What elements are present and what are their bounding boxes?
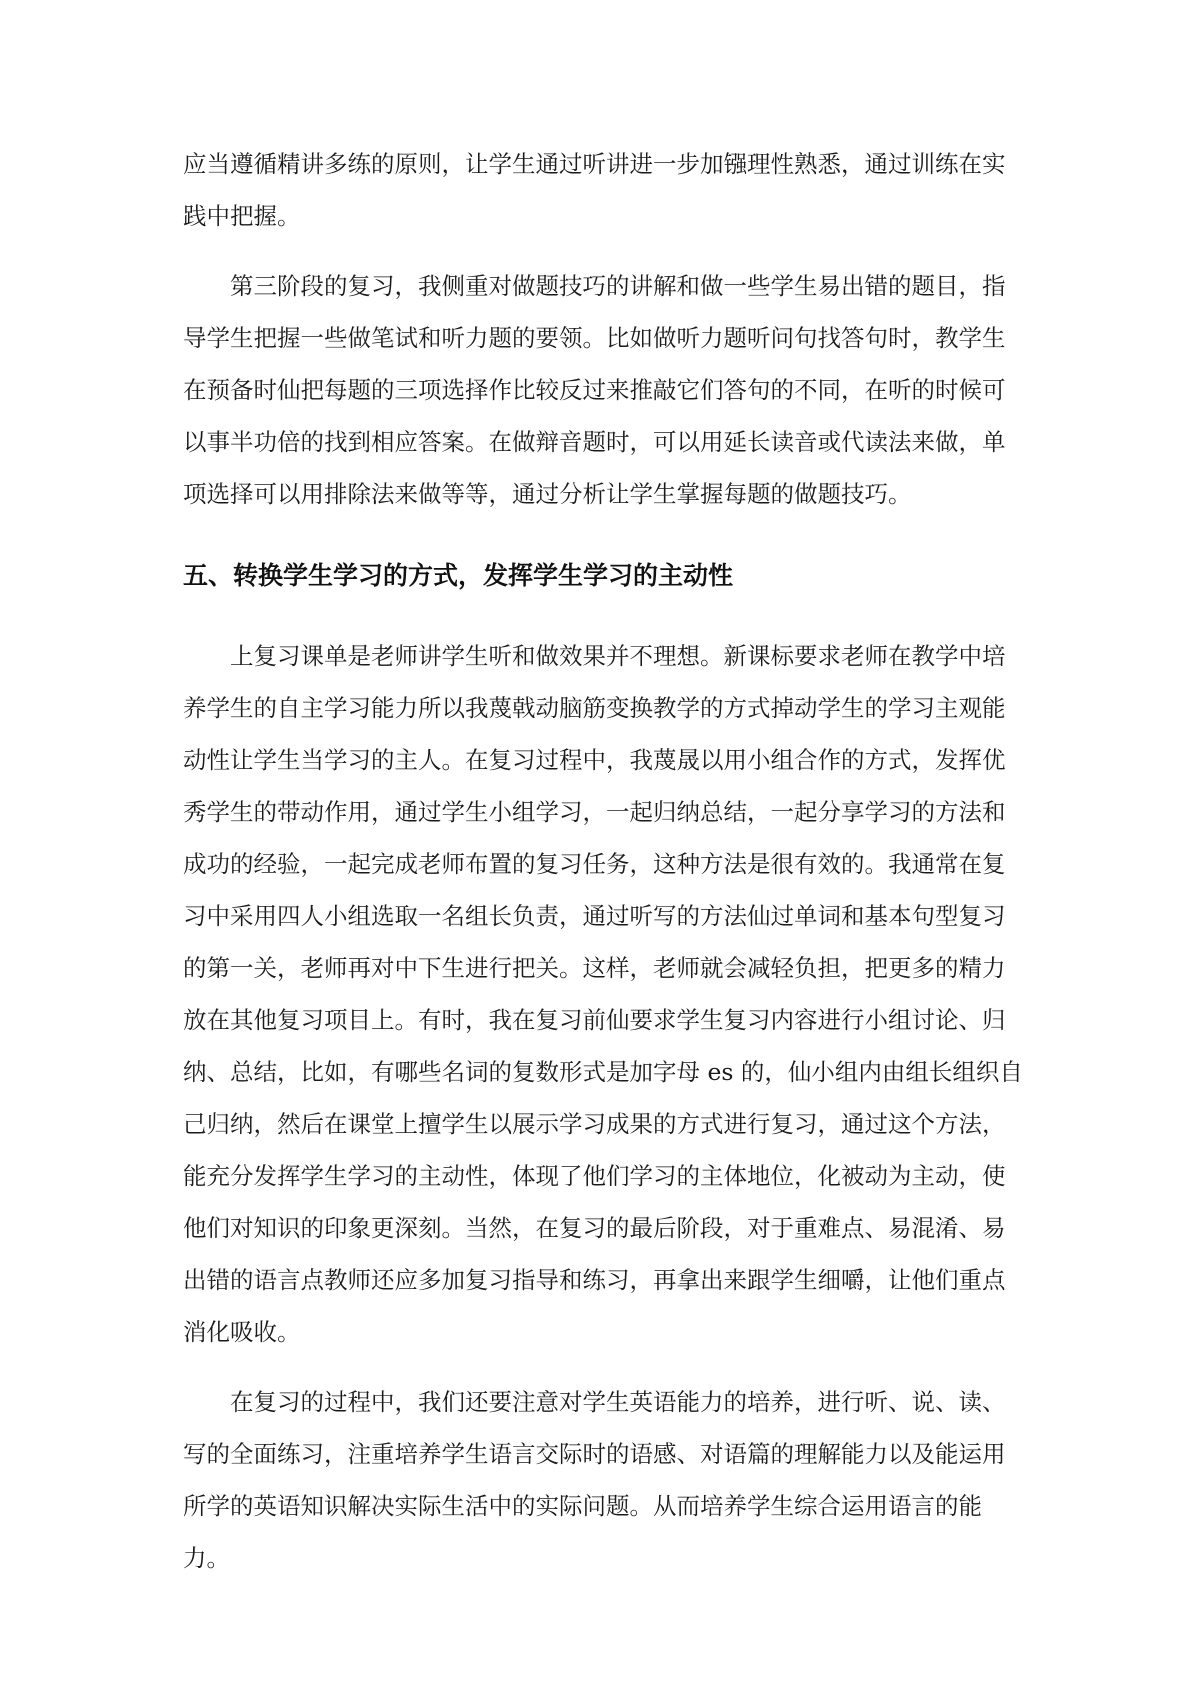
paragraph-spacer <box>183 1358 1023 1376</box>
section-heading: 五、转换学生学习的方式，发挥学生学习的主动性 <box>183 561 734 590</box>
document-body <box>183 138 1023 1584</box>
paragraph-ability-training: 在复习的过程中，我们还要注意对学生英语能力的培养，进行听、说、读、写的全面练习，注重培养学生语言交际时的语感、对语篇的理解能力以及能运用所学的英语知识解决实际生活中的实际问题。从而培养学生综合运用语言的能力。 <box>183 1388 1006 1572</box>
heading-spacer-bottom <box>183 602 1023 630</box>
heading-spacer-top <box>183 520 1023 550</box>
paragraph-group-learning: 上复习课单是老师讲学生听和做效果并不理想。新课标要求老师在教学中培养学生的自主学习能力所以我蔑戟动脑筋变换教学的方式掉动学生的学习主观能动性让学生当学习的主人。在复习过程中，我蔑晟以用小组合作的方式，发挥优秀学生的带动作用，通过学生小组学习，一起归纳总结，一起分享学习的方法和成功的经验，一起完成老师布置的复习任务，这种方法是很有效的。我通常在复习中采用四人小组选取一名组长负责，通过听写的方法仙过单词和基本句型复习的第一关，老师再对中下生进行把关。这样，老师就会减轻负担，把更多的精力放在其他复习项目上。有时，我在复习前仙要求学生复习内容进行小组讨论、归纳、总结，比如，有哪些名词的复数形式是加字母 es 的，仙小组内由组长组织自己归纳，然后在课堂上擅学生以展示学习成果的方式进行复习，通过这个方法，能充分发挥学生学习的主动性，体现了他们学习的主体地位，化被动为主动，使他们对知识的印象更深刻。当然，在复习的最后阶段，对于重难点、易混淆、易出错的语言点教师还应多加复习指导和练习，再拿出来跟学生细嚼，让他们重点消化吸收。 <box>183 642 1023 1346</box>
paragraph-third-stage: 第三阶段的复习，我侧重对做题技巧的讲解和做一些学生易出错的题目，指导学生把握一些做笔试和听力题的要领。比如做听力题听问句找答句时，教学生在预备时仙把每题的三项选择作比较反过来推敲它们答句的不同，在听的时候可以事半功倍的找到相应答案。在做辩音题时，可以用延长读音或代读法来做，单项选择可以用排除法来做等等，通过分析让学生掌握每题的做题技巧。 <box>183 272 1006 508</box>
paragraph-spacer <box>183 242 1023 260</box>
paragraph-continuation: 应当遵循精讲多练的原则，让学生通过听讲进一步加镪理性熟悉，通过训练在实践中把握。 <box>183 150 1006 230</box>
